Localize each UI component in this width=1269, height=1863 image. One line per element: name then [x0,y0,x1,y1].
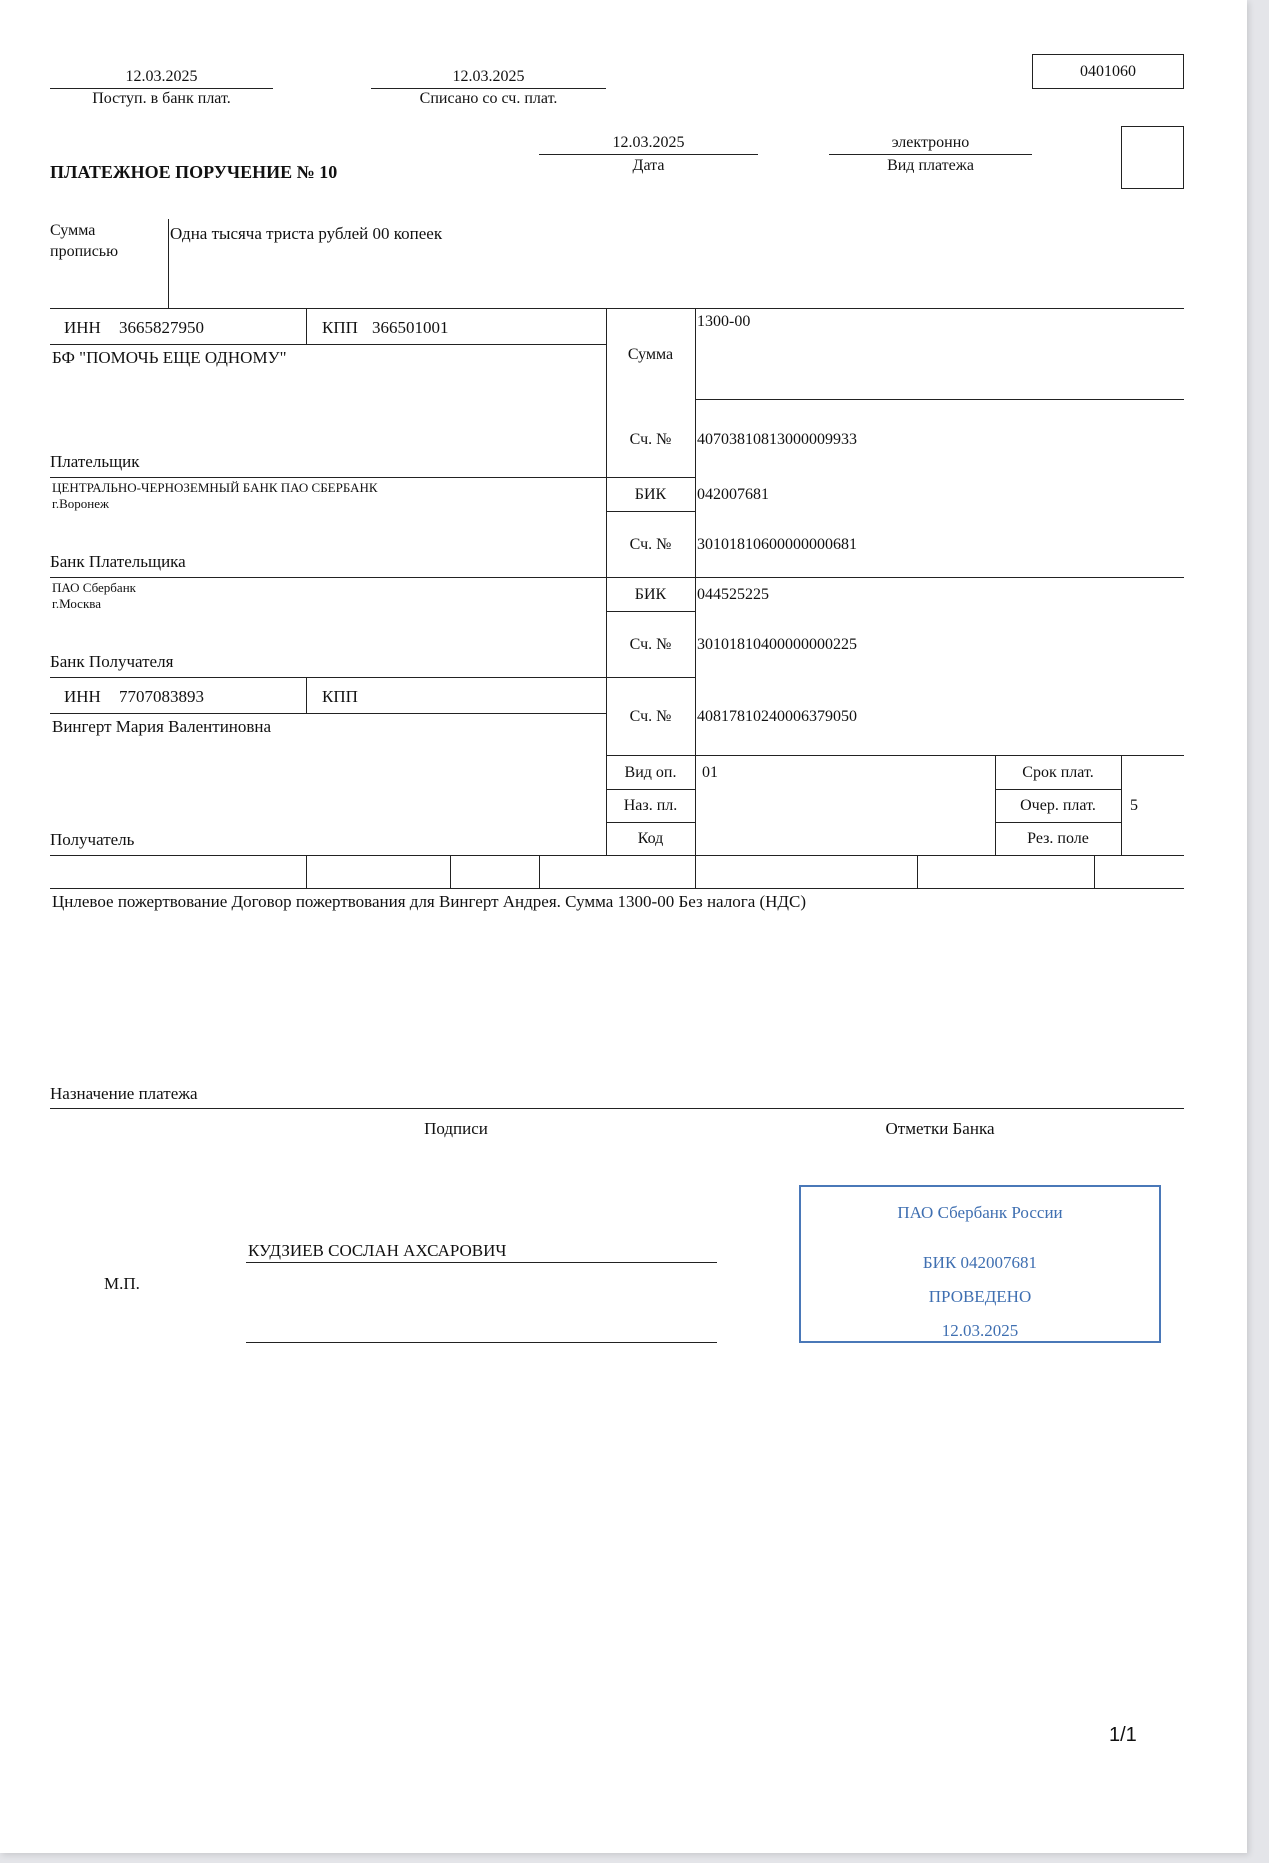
codes-row-line-1 [606,789,695,790]
priority-value: 5 [1130,797,1138,814]
payer-account-label: Сч. № [629,431,672,448]
recipient-bank-bottom-line [50,677,695,678]
recipient-kpp-label: КПП [322,687,358,706]
recipient-bank-bik-line [606,611,695,612]
recipient-account-label: Сч. № [629,708,672,725]
op-type-label: Вид оп. [624,764,677,781]
amount-words: Одна тысяча триста рублей 00 копеек [170,224,443,243]
payer-bank-bottom-line [50,577,1184,578]
stamp-date: 12.03.2025 [941,1321,1019,1340]
received-date: 12.03.2025 [125,68,198,85]
codes-row-line-2b [995,822,1121,823]
recipient-bank-account: 30101810400000000225 [697,636,857,653]
payer-account: 40703810813000009933 [697,431,857,448]
recipient-name: Вингерт Мария Валентиновна [52,717,272,736]
tax-divider-4 [695,855,696,888]
codes-top-line [606,755,1184,756]
payer-bank-city: г.Воронеж [52,496,109,511]
recipient-inn-kpp-divider [306,677,307,713]
recipient-account: 40817810240006379050 [697,708,857,725]
amount-words-label-2: прописью [50,243,119,260]
status-box [1121,126,1184,189]
payment-type: электронно [891,134,970,151]
bank-marks-label: Отметки Банка [885,1119,995,1138]
priority-label: Очер. плат. [1020,797,1096,814]
payer-bank-name: ЦЕНТРАЛЬНО-ЧЕРНОЗЕМНЫЙ БАНК ПАО СБЕРБАНК [52,480,378,495]
code-label: Код [637,830,664,847]
stamp-status: ПРОВЕДЕНО [928,1287,1032,1306]
stamp-bik: БИК 042007681 [922,1253,1038,1272]
payer-top-line [50,308,606,309]
recipient-bank-bik: 044525225 [697,586,769,603]
codes-row-line-2 [606,822,695,823]
codes-row-line-1b [995,789,1121,790]
payer-inn-label: ИНН [64,318,101,337]
signer-name: КУДЗИЕВ СОСЛАН АХСАРОВИЧ [248,1241,507,1260]
tax-row-top-line [50,855,1184,856]
recipient-bank-bik-label: БИК [634,586,667,603]
purpose-text: Цнлевое пожертвование Договор пожертвования для Вингерт Андрея. Сумма 1300-00 Без налога (НДС) [52,892,807,911]
amount-words-divider [168,219,169,308]
payer-bank-account: 30101810600000000681 [697,536,857,553]
payer-bank-bik-label: БИК [634,486,667,503]
document-date: 12.03.2025 [612,134,685,151]
payer-inn: 3665827950 [119,318,204,337]
codes-divider-2 [1121,755,1122,855]
form-code: 0401060 [1080,63,1136,80]
sum-value: 1300-00 [697,313,751,330]
recipient-bank-city: г.Москва [52,596,101,611]
stamp-bank-name: ПАО Сбербанк России [897,1203,1063,1222]
signature-line-2 [246,1342,717,1343]
debited-date-line [371,88,606,89]
payer-kpp-label: КПП [322,318,358,337]
recipient-bank-role-label: Банк Получателя [50,652,174,671]
received-date-line [50,88,273,89]
reserve-label: Рез. поле [1027,830,1089,847]
debited-date: 12.03.2025 [452,68,525,85]
purpose-line [50,1108,1184,1109]
grid-divider-right [695,308,696,855]
payment-type-label: Вид платежа [887,157,974,174]
recipient-role-label: Получатель [50,830,135,849]
received-label: Поступ. в банк плат. [92,90,231,107]
document-title: ПЛАТЕЖНОЕ ПОРУЧЕНИЕ № 10 [50,162,338,182]
payment-type-line [829,154,1032,155]
stamp-place-label: М.П. [104,1274,140,1293]
page-indicator: 1/1 [1109,1724,1137,1746]
payer-bottom-line [50,477,695,478]
sum-label: Сумма [627,346,674,363]
purpose-label: Назначение платежа [50,1084,198,1103]
recipient-inn: 7707083893 [119,687,204,706]
recipient-inn-line [50,713,606,714]
signatures-label: Подписи [424,1119,488,1138]
recipient-bank-account-label: Сч. № [629,636,672,653]
tax-divider-6 [1094,855,1095,888]
payer-inn-kpp-divider [306,308,307,344]
payer-bank-account-label: Сч. № [629,536,672,553]
amount-words-label-1: Сумма [50,222,96,239]
payer-inn-line [50,344,606,345]
tax-divider-3 [539,855,540,888]
debited-label: Списано со сч. плат. [419,90,558,107]
document-date-label: Дата [632,157,665,174]
payer-bank-bik-line [606,511,695,512]
tax-row-bottom-line [50,888,1184,889]
payer-name: БФ "ПОМОЧЬ ЕЩЕ ОДНОМУ" [52,348,287,367]
recipient-bank-name: ПАО Сбербанк [52,580,136,595]
payer-role-label: Плательщик [50,452,140,471]
document-date-line [539,154,758,155]
op-type: 01 [702,764,718,781]
payer-bank-role-label: Банк Плательщика [50,552,186,571]
sum-row-line [695,399,1184,400]
payer-bank-bik: 042007681 [697,486,769,503]
bank-stamp [799,1185,1161,1343]
tax-divider-2 [450,855,451,888]
recipient-inn-label: ИНН [64,687,101,706]
signature-line-1 [246,1262,717,1263]
purpose-code-label: Наз. пл. [623,797,678,814]
payer-kpp: 366501001 [372,318,449,337]
due-label: Срок плат. [1022,764,1094,781]
tax-divider-1 [306,855,307,888]
tax-divider-5 [917,855,918,888]
